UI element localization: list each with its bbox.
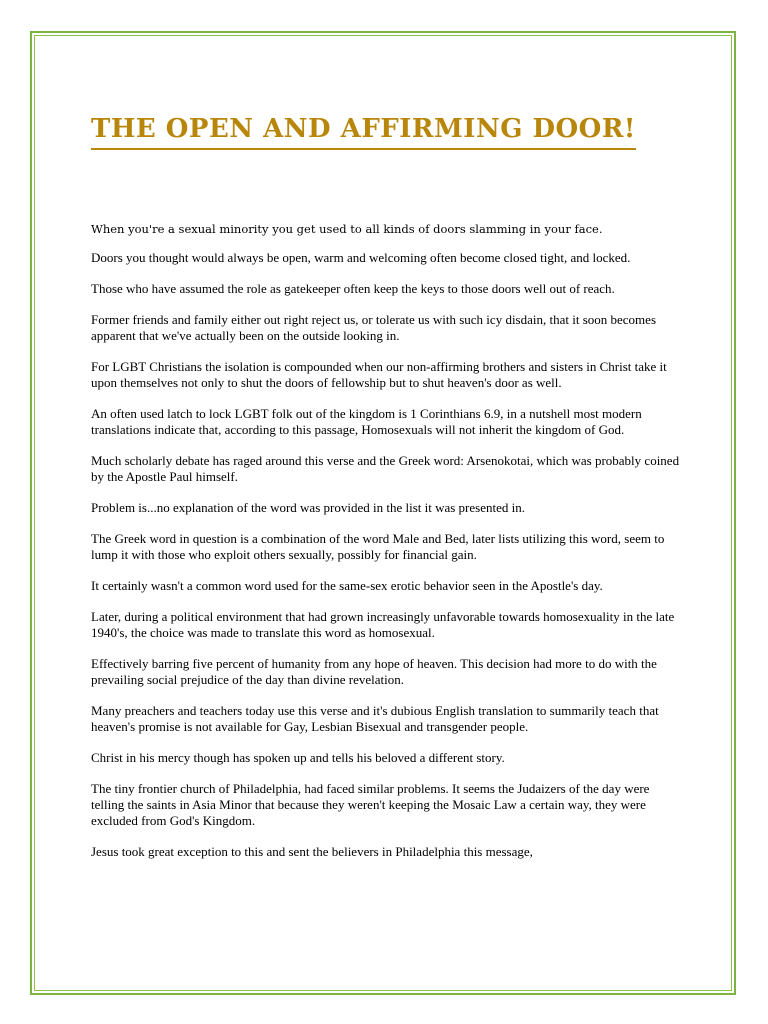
paragraph: Much scholarly debate has raged around this verse and the Greek word: Arsenokotai, which was probably coined by the Apostle Paul himself. (91, 453, 680, 484)
paragraph: Problem is...no explanation of the word was provided in the list it was presented in. (91, 500, 525, 515)
paragraph: The tiny frontier church of Philadelphia, had faced similar problems. It seems the Judaizers of the day were telling the saints in Asia Minor that because they weren't keeping the Mosaic Law a certain way, they were excluded from God's Kingdom. (91, 781, 650, 828)
paragraph: It certainly wasn't a common word used for the same-sex erotic behavior seen in the Apostle's day. (91, 578, 603, 593)
paragraph: Jesus took great exception to this and sent the believers in Philadelphia this message, (91, 844, 533, 859)
article-body (91, 112, 683, 860)
paragraph: Effectively barring five percent of humanity from any hope of heaven. This decision had more to do with the prevailing social prejudice of the day than divine revelation. (91, 656, 657, 687)
paragraph: Those who have assumed the role as gatekeeper often keep the keys to those doors well out of reach. (91, 281, 615, 296)
paragraph: Former friends and family either out right reject us, or tolerate us with such icy disdain, that it soon becomes apparent that we've actually been on the outside looking in. (91, 312, 656, 343)
paragraph: Many preachers and teachers today use this verse and it's dubious English translation to summarily teach that heaven's promise is not available for Gay, Lesbian Bisexual and transgender people. (91, 703, 659, 734)
paragraph: Doors you thought would always be open, warm and welcoming often become closed tight, and locked. (91, 250, 631, 265)
paragraph: For LGBT Christians the isolation is compounded when our non-affirming brothers and sisters in Christ take it upon themselves not only to shut the doors of fellowship but to shut heaven's door as well. (91, 359, 667, 390)
paragraph: An often used latch to lock LGBT folk out of the kingdom is 1 Corinthians 6.9, in a nutshell most modern translations indicate that, according to this passage, Homosexuals will not inherit the kingdom of God. (91, 406, 642, 437)
intro-paragraph: When you're a sexual minority you get used to all kinds of doors slamming in your face. (91, 222, 603, 236)
paragraph: Later, during a political environment that had grown increasingly unfavorable towards homosexuality in the late 1940's, the choice was made to translate this word as homosexual. (91, 609, 675, 640)
article-title: THE OPEN AND AFFIRMING DOOR! (91, 112, 636, 150)
paragraph: Christ in his mercy though has spoken up and tells his beloved a different story. (91, 750, 505, 765)
paragraph: The Greek word in question is a combination of the word Male and Bed, later lists utilizing this word, seem to lump it with those who exploit others sexually, possibly for financial gain. (91, 531, 665, 562)
